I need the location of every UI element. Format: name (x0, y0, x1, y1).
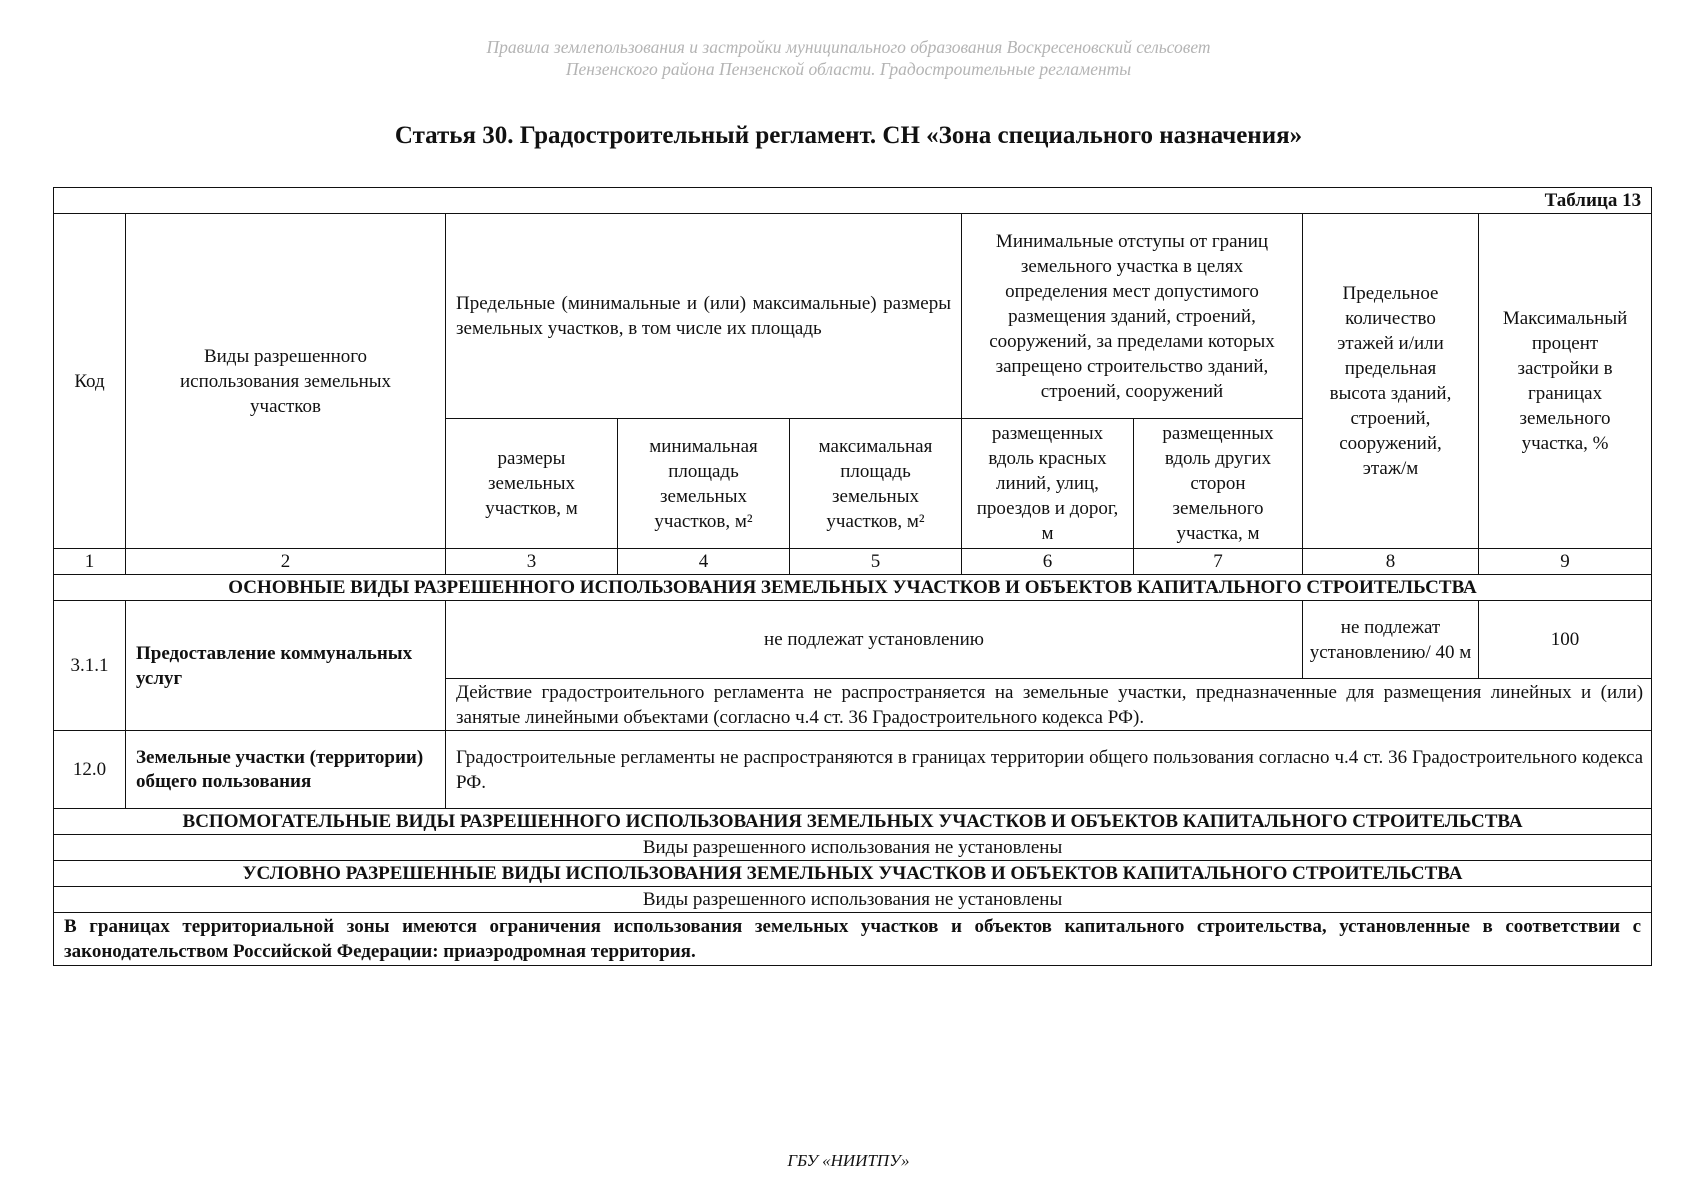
column-number: 7 (1134, 549, 1303, 575)
row-note: Градостроительные регламенты не распространяются в границах территории общего пользования согласно ч.4 ст. 36 Градостроительного кодекса РФ. (446, 731, 1652, 809)
header-floors: Предельное количество этажей и/или предельная высота зданий, строений, сооружений, этаж/м (1303, 214, 1479, 549)
header-plot-sizes-group: Предельные (минимальные и (или) максимальные) размеры земельных участков, в том числе их площадь (446, 214, 962, 419)
header-max-area: максимальная площадь земельных участков, м² (790, 419, 962, 549)
auxiliary-section-row (54, 809, 1652, 835)
footer-organization: ГБУ «НИИТПУ» (787, 1151, 910, 1170)
column-number-row (54, 549, 1652, 575)
header-setback-other: размещенных вдоль других сторон земельного участка, м (1134, 419, 1303, 549)
row-coverage-value: 100 (1479, 601, 1652, 679)
restrictions-note: В границах территориальной зоны имеются ограничения использования земельных участков и объектов капитального строительства, установленные в соответствии с законодательством Российской Федерации: приаэродромная территория. (54, 913, 1652, 966)
row-floors-value: не подлежат установлению/ 40 м (1303, 601, 1479, 679)
column-number: 6 (962, 549, 1134, 575)
column-number: 4 (618, 549, 790, 575)
row-code: 3.1.1 (54, 601, 126, 731)
table-row (54, 731, 1652, 809)
main-section-row (54, 575, 1652, 601)
table-row (54, 601, 1652, 679)
auxiliary-section-text-row (54, 835, 1652, 861)
conditional-section-row (54, 861, 1652, 887)
row-note: Действие градостроительного регламента не распространяется на земельные участки, предназначенные для размещения линейных и (или) занятые линейными объектами (согласно ч.4 ст. 36 Градостроительного кодекса РФ). (446, 679, 1652, 731)
header-min-area: минимальная площадь земельных участков, м² (618, 419, 790, 549)
table-label-row (54, 188, 1652, 214)
header-use-types: Виды разрешенного использования земельных участков (126, 214, 446, 549)
header-code: Код (54, 214, 126, 549)
auxiliary-section-text: Виды разрешенного использования не установлены (54, 835, 1652, 861)
restrictions-row (54, 913, 1652, 966)
conditional-section-text: Виды разрешенного использования не установлены (54, 887, 1652, 913)
running-header-line-1: Правила землепользования и застройки муниципального образования Воскресеновский сельсовет (486, 37, 1211, 57)
header-row-main (54, 214, 1652, 419)
running-header (0, 36, 1697, 80)
table-label: Таблица 13 (54, 188, 1652, 214)
header-coverage: Максимальный процент застройки в границах земельного участка, % (1479, 214, 1652, 549)
regulation-table (53, 187, 1652, 966)
row-use-name: Предоставление коммунальных услуг (126, 601, 446, 731)
header-plot-sizes: размеры земельных участков, м (446, 419, 618, 549)
conditional-section-text-row (54, 887, 1652, 913)
column-number: 8 (1303, 549, 1479, 575)
column-number: 1 (54, 549, 126, 575)
conditional-section-title: УСЛОВНО РАЗРЕШЕННЫЕ ВИДЫ ИСПОЛЬЗОВАНИЯ ЗЕМЕЛЬНЫХ УЧАСТКОВ И ОБЪЕКТОВ КАПИТАЛЬНОГО СТРОИТЕЛЬСТВА (54, 861, 1652, 887)
row-code: 12.0 (54, 731, 126, 809)
running-header-line-2: Пензенского района Пензенской области. Градостроительные регламенты (565, 59, 1132, 79)
row-use-name: Земельные участки (территории) общего пользования (126, 731, 446, 809)
column-number: 3 (446, 549, 618, 575)
row-sizes-value: не подлежат установлению (446, 601, 1303, 679)
article-title: Статья 30. Градостроительный регламент. СН «Зона специального назначения» (394, 122, 1303, 149)
main-section-title: ОСНОВНЫЕ ВИДЫ РАЗРЕШЕННОГО ИСПОЛЬЗОВАНИЯ ЗЕМЕЛЬНЫХ УЧАСТКОВ И ОБЪЕКТОВ КАПИТАЛЬНОГО СТРОИТЕЛЬСТВА (54, 575, 1652, 601)
auxiliary-section-title: ВСПОМОГАТЕЛЬНЫЕ ВИДЫ РАЗРЕШЕННОГО ИСПОЛЬЗОВАНИЯ ЗЕМЕЛЬНЫХ УЧАСТКОВ И ОБЪЕКТОВ КАПИТАЛЬНОГО СТРОИТЕЛЬСТВА (54, 809, 1652, 835)
column-number: 2 (126, 549, 446, 575)
column-number: 5 (790, 549, 962, 575)
header-setback-red-lines: размещенных вдоль красных линий, улиц, проездов и дорог, м (962, 419, 1134, 549)
header-setbacks-group: Минимальные отступы от границ земельного участка в целях определения мест допустимого размещения зданий, строений, сооружений, за пределами которых запрещено строительство зданий, строений, сооружений (962, 214, 1303, 419)
column-number: 9 (1479, 549, 1652, 575)
